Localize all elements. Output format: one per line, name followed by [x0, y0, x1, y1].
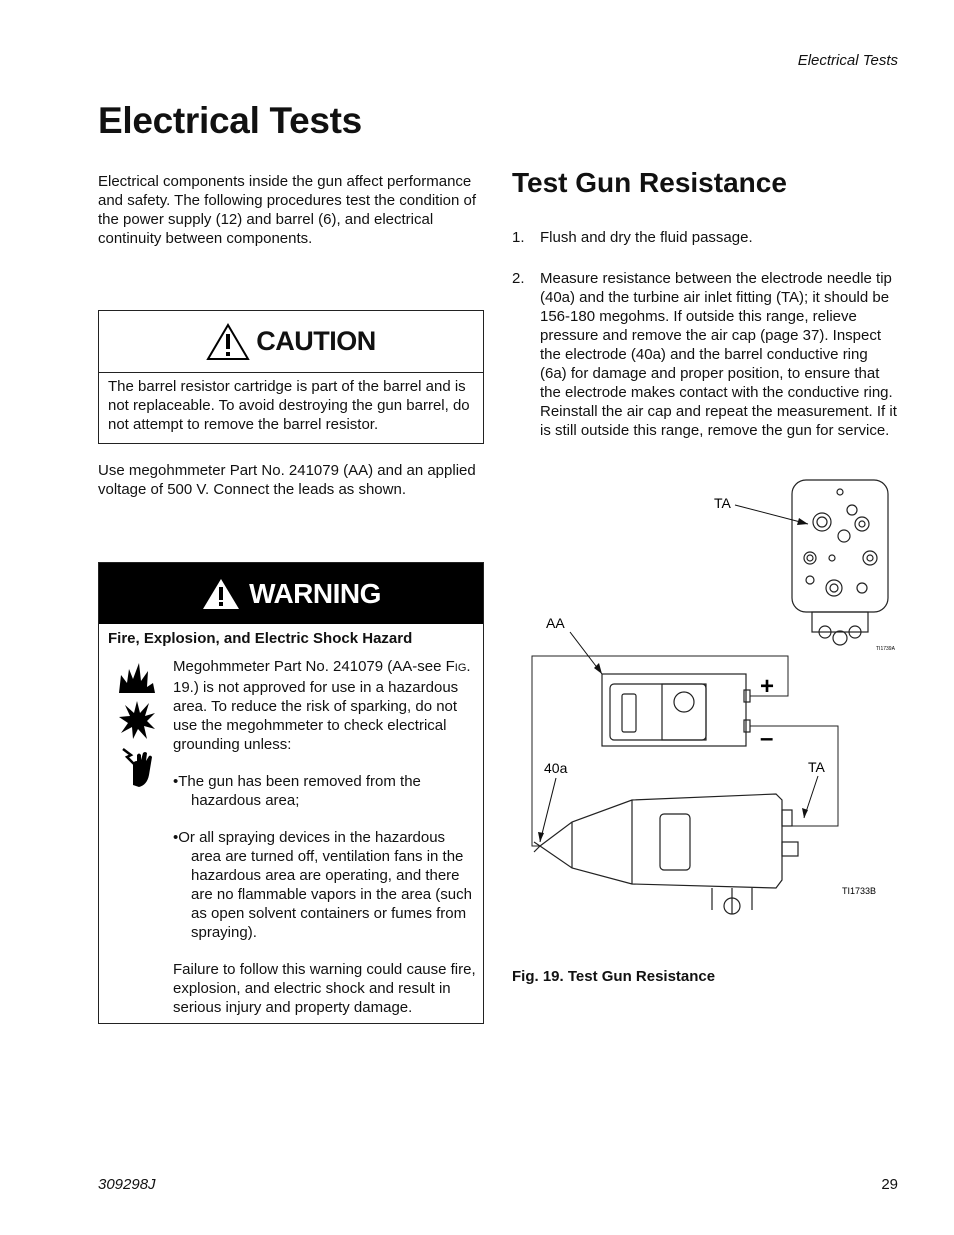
label-aa: AA [546, 615, 565, 631]
intro-paragraph: Electrical components inside the gun affect performance and safety. The following procedures test the condition of the power supply (12) and barrel (6), and electrical continuity between components. [98, 173, 477, 247]
drawing-id: TI1733B [842, 886, 877, 896]
megohmmeter [602, 674, 750, 746]
air-fitting-block [792, 480, 888, 645]
megohmmeter-note: Use megohmmeter Part No. 241079 (AA) and an applied voltage of 500 V. Connect the leads as shown. [98, 462, 476, 498]
figure-caption: Fig. 19. Test Gun Resistance [512, 968, 716, 985]
hazard-title: Fire, Explosion, and Electric Shock Hazard [108, 630, 413, 647]
small-drawing-id: TI1739A [876, 646, 895, 652]
step-number: 1. [512, 229, 525, 246]
electric-shock-icon [117, 745, 157, 789]
caution-label: CAUTION [256, 326, 376, 356]
warning-bullet-2: •Or all spraying devices in the hazardous area are turned off, ventilation fans in the hazardous area are operating, and there are no flammable vapors in the area (such as open solvent containers or fumes from spraying). [173, 829, 472, 941]
page-title: Electrical Tests [98, 100, 362, 141]
running-header: Electrical Tests [797, 52, 898, 69]
caution-text: The barrel resistor cartridge is part of the barrel and is not replaceable. To avoid destroying the gun barrel, do not attempt to remove the barrel resistor. [108, 378, 470, 433]
warning-header [99, 563, 483, 624]
step-text: Measure resistance between the electrode needle tip (40a) and the turbine air inlet fitting (TA); it should be 156-180 megohms. If outside this range, relieve pressure and remove the air cap (page 37). Inspect the electrode (40a) and the barrel conductive ring (6a) for damage and proper position, to ensure that the electrode makes contact with the conductive ring. Reinstall the air cap and repeat the measurement. If it is still outside this range, remove the gun for service. [540, 270, 897, 439]
warning-box [98, 562, 484, 1024]
warning-text [173, 657, 477, 1035]
hazard-icons [117, 659, 157, 793]
warning-triangle-icon [201, 577, 241, 611]
label-minus: – [760, 725, 774, 752]
document-number: 309298J [98, 1176, 156, 1193]
warning-para-part: Megohmmeter Part No. 241079 (AA-see F [173, 658, 455, 675]
label-ta-side: TA [808, 759, 825, 775]
warning-bullet-1: •The gun has been removed from the hazardous area; [173, 773, 421, 809]
warning-para-part: . 19.) is not approved for use in a hazardous area. To reduce the risk of sparking, do not use the megohmmeter to check electrical grounding unless: [173, 658, 471, 753]
test-gun-resistance-figure [512, 470, 898, 920]
explosion-icon [117, 699, 157, 741]
label-ta-top: TA [714, 495, 731, 511]
fire-icon [117, 659, 157, 695]
caution-box [98, 310, 484, 444]
step-1 [512, 228, 898, 247]
step-text: Flush and dry the fluid passage. [540, 229, 753, 246]
section-title: Test Gun Resistance [512, 167, 787, 198]
caution-triangle-icon [206, 323, 250, 361]
label-plus: + [760, 673, 775, 700]
warning-paragraph [173, 657, 477, 754]
warning-label: WARNING [249, 577, 381, 609]
page-number: 29 [881, 1176, 898, 1193]
step-number: 2. [512, 270, 525, 287]
label-electrode-40a: 40a [544, 760, 568, 776]
caution-header [99, 311, 483, 373]
warning-failure-text: Failure to follow this warning could cause fire, explosion, and electric shock and result in serious injury and property damage. [173, 961, 476, 1016]
figure-drawing [512, 470, 898, 920]
warning-para-smallcaps: IG [454, 662, 467, 674]
gun-barrel [534, 794, 798, 914]
step-2 [512, 269, 898, 440]
